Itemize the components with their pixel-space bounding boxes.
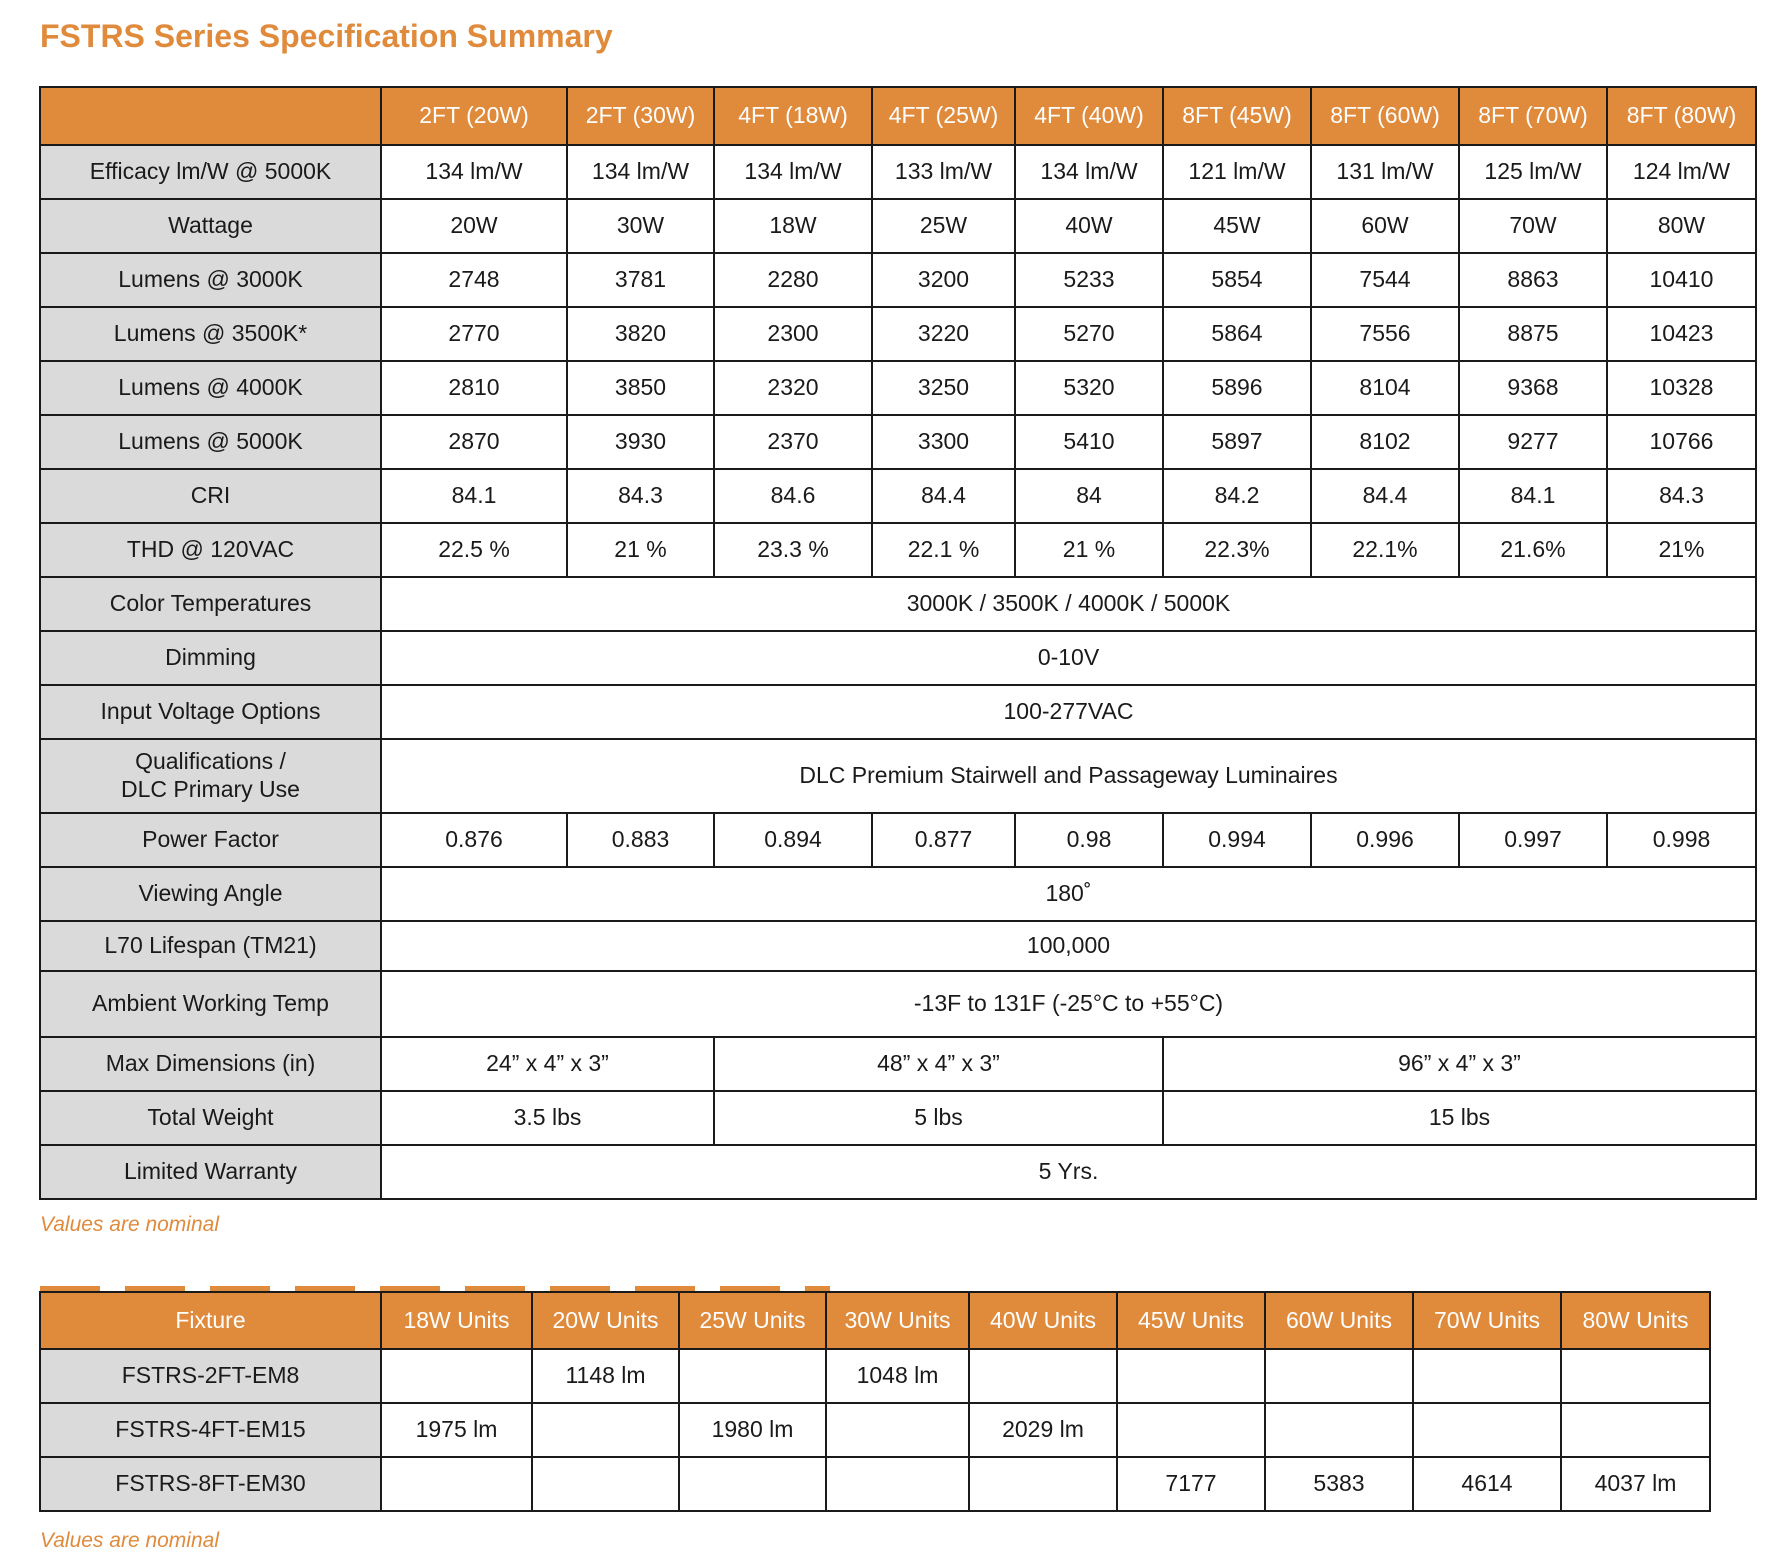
table-cell [532,1457,679,1511]
row-label: Lumens @ 3500K* [40,307,381,361]
table-cell: 9277 [1459,415,1607,469]
row-label: L70 Lifespan (TM21) [40,921,381,971]
table-cell: 131 lm/W [1311,145,1459,199]
table-cell: 9368 [1459,361,1607,415]
table-row [40,307,1756,361]
table-cell: 134 lm/W [1015,145,1163,199]
table-cell: 100,000 [381,921,1756,971]
table-cell: 3781 [567,253,714,307]
table-cell: 22.1% [1311,523,1459,577]
table-cell: 5410 [1015,415,1163,469]
table-cell: 5854 [1163,253,1311,307]
table-cell [1413,1403,1561,1457]
table-row [40,1403,1710,1457]
table-row [40,361,1756,415]
spec-header-row [40,87,1756,145]
emergency-table [39,1291,1711,1512]
row-label: Lumens @ 3000K [40,253,381,307]
header-cell: 8FT (45W) [1163,87,1311,145]
table-cell: 1148 lm [532,1349,679,1403]
table-row [40,867,1756,921]
table-cell: 5270 [1015,307,1163,361]
table-cell: 8104 [1311,361,1459,415]
table-cell: 0.894 [714,813,872,867]
table-cell: 21.6% [1459,523,1607,577]
table-cell: 96” x 4” x 3” [1163,1037,1756,1091]
table-row [40,145,1756,199]
table-cell: 84 [1015,469,1163,523]
row-label: Lumens @ 5000K [40,415,381,469]
footnote: Values are nominal [40,1213,219,1236]
header-cell: 80W Units [1561,1292,1710,1349]
row-label: Lumens @ 4000K [40,361,381,415]
row-label-line: DLC Primary Use [121,776,300,802]
table-cell: 0.883 [567,813,714,867]
table-cell: 84.3 [1607,469,1756,523]
table-cell: 84.1 [1459,469,1607,523]
table-cell: 3.5 lbs [381,1091,714,1145]
table-cell: 0-10V [381,631,1756,685]
table-cell: 121 lm/W [1163,145,1311,199]
row-label: CRI [40,469,381,523]
table-cell: 125 lm/W [1459,145,1607,199]
table-cell: 1975 lm [381,1403,532,1457]
header-cell: 8FT (60W) [1311,87,1459,145]
table-cell [1117,1403,1265,1457]
table-row [40,1091,1756,1145]
table-cell: 134 lm/W [714,145,872,199]
row-label: Total Weight [40,1091,381,1145]
table-cell: 84.6 [714,469,872,523]
table-cell: 2370 [714,415,872,469]
table-cell [532,1403,679,1457]
row-label: THD @ 120VAC [40,523,381,577]
table-cell: 3220 [872,307,1015,361]
table-cell: 15 lbs [1163,1091,1756,1145]
row-label: Color Temperatures [40,577,381,631]
table-cell: 10328 [1607,361,1756,415]
header-cell: 70W Units [1413,1292,1561,1349]
table-cell: 70W [1459,199,1607,253]
table-row [40,739,1756,813]
header-cell: 4FT (25W) [872,87,1015,145]
spec-table [39,86,1757,1200]
table-cell: 45W [1163,199,1311,253]
table-cell: 3820 [567,307,714,361]
table-cell: 3930 [567,415,714,469]
emergency-header-row [40,1292,1710,1349]
header-cell: 40W Units [969,1292,1117,1349]
table-cell: 5320 [1015,361,1163,415]
table-cell: 2300 [714,307,872,361]
table-cell: 2280 [714,253,872,307]
table-row [40,685,1756,739]
table-cell: -13F to 131F (-25°C to +55°C) [381,971,1756,1037]
row-label: Power Factor [40,813,381,867]
table-cell: 22.3% [1163,523,1311,577]
table-cell: 25W [872,199,1015,253]
table-cell [381,1349,532,1403]
table-cell: 5896 [1163,361,1311,415]
table-cell: 4037 lm [1561,1457,1710,1511]
table-cell: 1980 lm [679,1403,826,1457]
table-row [40,523,1756,577]
table-cell [381,1457,532,1511]
table-cell: 84.2 [1163,469,1311,523]
table-cell: 84.4 [872,469,1015,523]
table-cell: 22.1 % [872,523,1015,577]
header-cell: 8FT (70W) [1459,87,1607,145]
header-cell: 2FT (20W) [381,87,567,145]
row-label-line: Qualifications / [135,748,286,775]
table-row [40,921,1756,971]
row-label: FSTRS-2FT-EM8 [40,1349,381,1403]
header-cell: 20W Units [532,1292,679,1349]
table-row [40,577,1756,631]
table-cell [1265,1403,1413,1457]
header-cell: 4FT (40W) [1015,87,1163,145]
table-cell: 21 % [567,523,714,577]
table-cell: 2320 [714,361,872,415]
table-cell: 0.997 [1459,813,1607,867]
table-cell: 3000K / 3500K / 4000K / 5000K [381,577,1756,631]
table-row [40,1349,1710,1403]
table-cell: 0.98 [1015,813,1163,867]
table-cell: 0.998 [1607,813,1756,867]
table-cell: 133 lm/W [872,145,1015,199]
table-cell: 8102 [1311,415,1459,469]
table-row [40,1037,1756,1091]
row-label: FSTRS-4FT-EM15 [40,1403,381,1457]
header-cell: 18W Units [381,1292,532,1349]
table-cell: 23.3 % [714,523,872,577]
footnote: Values are nominal [40,1529,219,1552]
table-row [40,469,1756,523]
table-cell: 84.4 [1311,469,1459,523]
table-cell [1413,1349,1561,1403]
row-label: Dimming [40,631,381,685]
table-cell [826,1457,969,1511]
row-label [40,739,381,813]
table-cell: 7556 [1311,307,1459,361]
table-cell: 84.3 [567,469,714,523]
table-cell: 0.876 [381,813,567,867]
table-row [40,1457,1710,1511]
row-label: Ambient Working Temp [40,971,381,1037]
table-cell: 10766 [1607,415,1756,469]
table-cell: 0.996 [1311,813,1459,867]
table-cell: 22.5 % [381,523,567,577]
table-row [40,415,1756,469]
table-cell: 3200 [872,253,1015,307]
table-cell: 2748 [381,253,567,307]
header-cell: 45W Units [1117,1292,1265,1349]
header-cell: 25W Units [679,1292,826,1349]
header-cell: 30W Units [826,1292,969,1349]
table-cell: 0.877 [872,813,1015,867]
table-cell: 3850 [567,361,714,415]
row-label: Limited Warranty [40,1145,381,1199]
table-cell: 18W [714,199,872,253]
page-title: FSTRS Series Specification Summary [40,18,613,54]
table-cell [1561,1349,1710,1403]
table-cell: 124 lm/W [1607,145,1756,199]
table-cell: 134 lm/W [381,145,567,199]
table-cell [1117,1349,1265,1403]
table-cell: 60W [1311,199,1459,253]
row-label: FSTRS-8FT-EM30 [40,1457,381,1511]
table-cell: 10423 [1607,307,1756,361]
header-cell: Fixture [40,1292,381,1349]
table-cell: 20W [381,199,567,253]
table-cell: 48” x 4” x 3” [714,1037,1163,1091]
row-label: Input Voltage Options [40,685,381,739]
row-label: Viewing Angle [40,867,381,921]
table-cell [969,1349,1117,1403]
table-cell: 0.994 [1163,813,1311,867]
header-cell: 4FT (18W) [714,87,872,145]
table-cell: 21% [1607,523,1756,577]
table-cell: 1048 lm [826,1349,969,1403]
table-cell: 21 % [1015,523,1163,577]
header-cell: 8FT (80W) [1607,87,1756,145]
table-cell: DLC Premium Stairwell and Passageway Luminaires [381,739,1756,813]
table-cell [1561,1403,1710,1457]
table-cell: 5 lbs [714,1091,1163,1145]
table-cell: 24” x 4” x 3” [381,1037,714,1091]
row-label: Wattage [40,199,381,253]
table-cell: 2770 [381,307,567,361]
table-row [40,199,1756,253]
table-row [40,1145,1756,1199]
table-cell [679,1457,826,1511]
table-cell: 3250 [872,361,1015,415]
table-cell: 2810 [381,361,567,415]
table-row [40,631,1756,685]
table-cell: 100-277VAC [381,685,1756,739]
table-cell: 10410 [1607,253,1756,307]
table-cell: 4614 [1413,1457,1561,1511]
table-cell: 180˚ [381,867,1756,921]
table-row [40,813,1756,867]
table-cell [679,1349,826,1403]
table-cell: 8863 [1459,253,1607,307]
table-cell: 30W [567,199,714,253]
table-cell: 2029 lm [969,1403,1117,1457]
table-row [40,253,1756,307]
table-cell [969,1457,1117,1511]
table-cell: 5 Yrs. [381,1145,1756,1199]
table-cell: 40W [1015,199,1163,253]
table-cell: 7544 [1311,253,1459,307]
table-cell: 5383 [1265,1457,1413,1511]
table-cell: 80W [1607,199,1756,253]
table-cell [826,1403,969,1457]
table-cell: 5233 [1015,253,1163,307]
table-cell [1265,1349,1413,1403]
table-cell: 5864 [1163,307,1311,361]
table-cell: 134 lm/W [567,145,714,199]
table-cell: 3300 [872,415,1015,469]
table-cell: 2870 [381,415,567,469]
row-label: Max Dimensions (in) [40,1037,381,1091]
row-label: Efficacy lm/W @ 5000K [40,145,381,199]
table-cell: 8875 [1459,307,1607,361]
table-cell: 84.1 [381,469,567,523]
header-cell: 60W Units [1265,1292,1413,1349]
table-row [40,971,1756,1037]
table-cell: 5897 [1163,415,1311,469]
table-cell: 7177 [1117,1457,1265,1511]
header-cell [40,87,381,145]
header-cell: 2FT (30W) [567,87,714,145]
